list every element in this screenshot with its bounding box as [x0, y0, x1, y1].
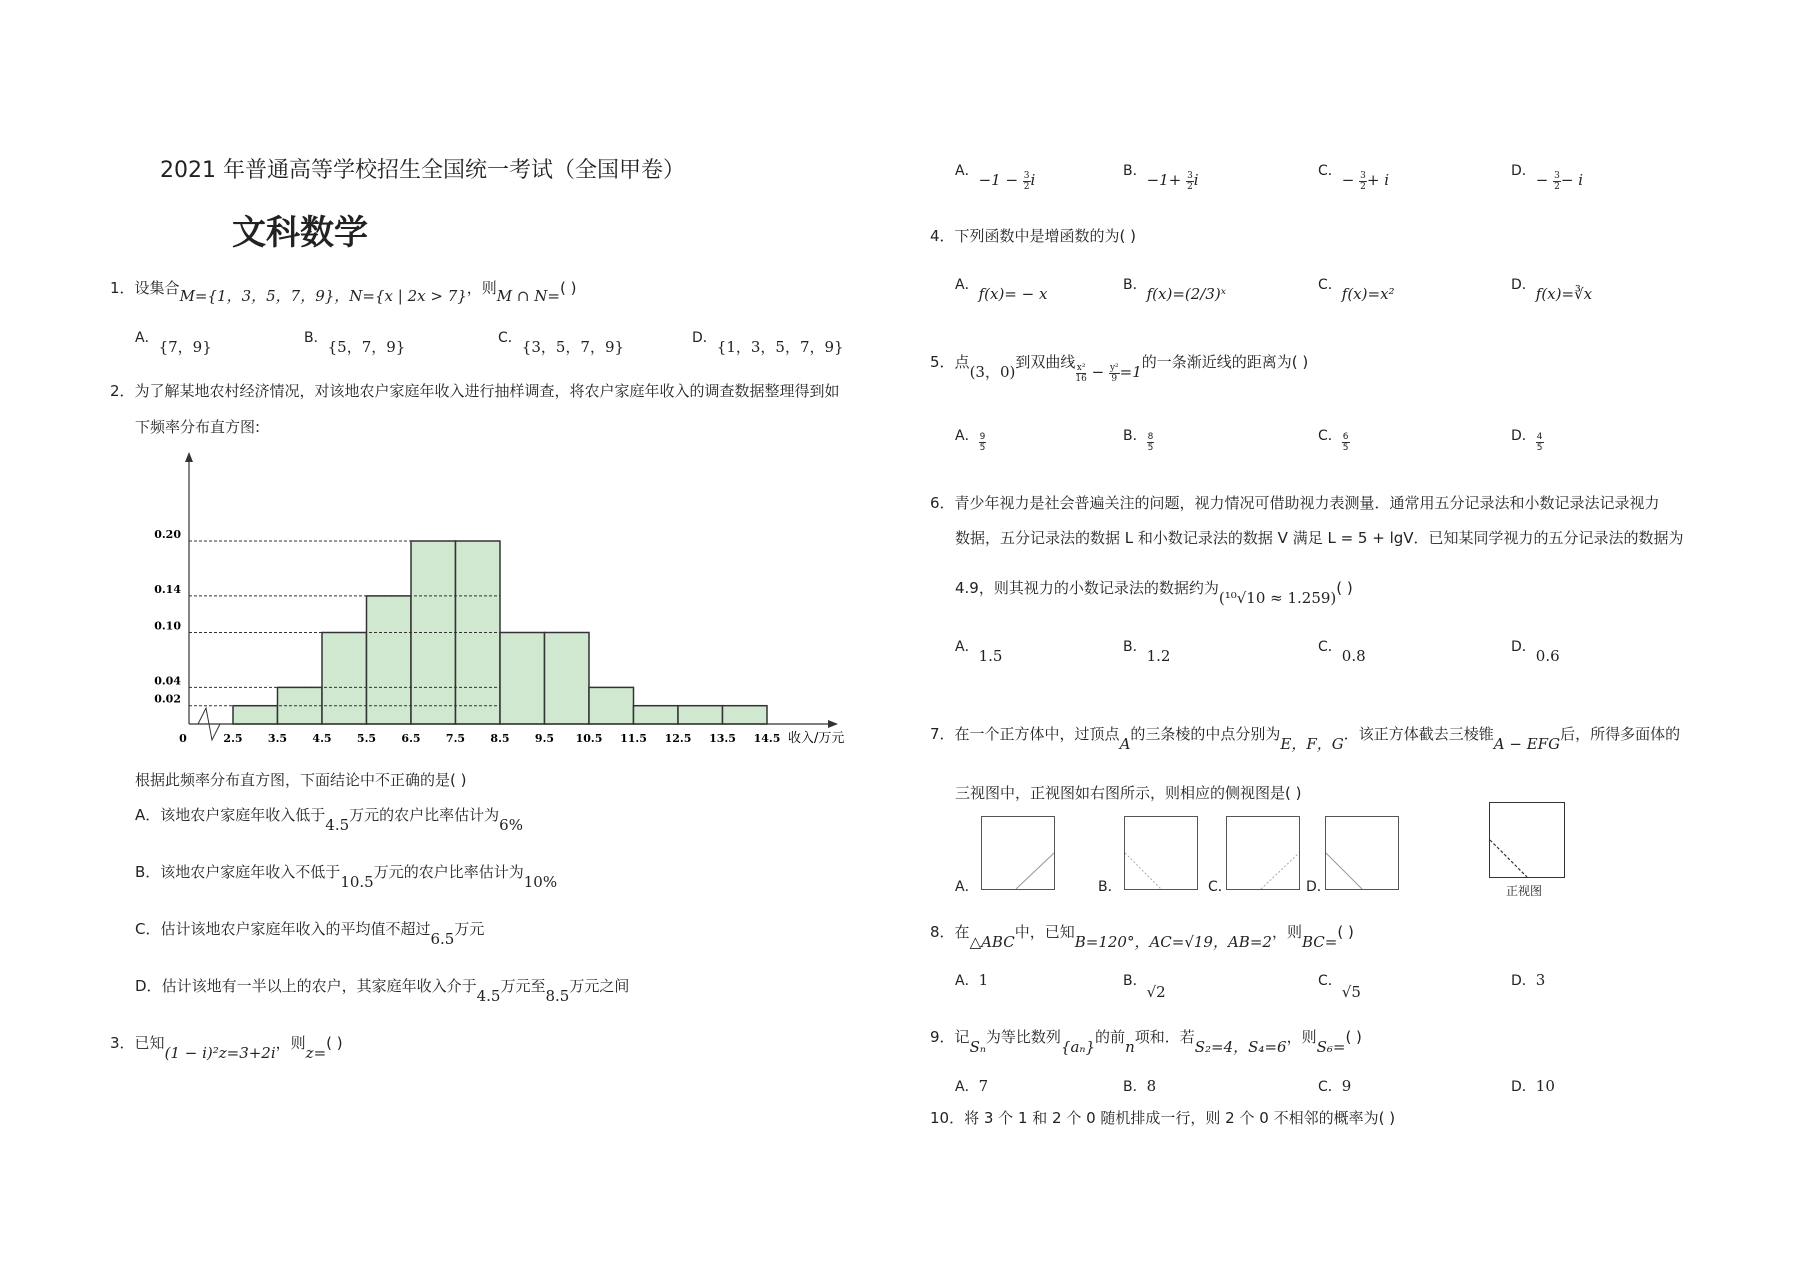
histogram-bar	[500, 633, 545, 725]
q2-option-b[interactable]: B．该地农户家庭年收入不低于10.5万元的农户比率估计为10%	[135, 863, 558, 891]
histogram-bar	[233, 706, 278, 724]
q7-label-b[interactable]: B．	[1098, 879, 1122, 895]
x-tick-label: 12.5	[664, 732, 692, 745]
histogram-bar	[678, 706, 723, 724]
q2-option-d[interactable]: D．估计该地有一半以上的农户，其家庭年收入介于4.5万元至8.5万元之间	[135, 977, 630, 1005]
q1-option-c[interactable]: C．{3，5，7，9}	[498, 330, 625, 356]
x-tick-label: 4.5	[312, 732, 332, 745]
y-tick-label: 0.02	[154, 692, 181, 706]
x-tick-label: 14.5	[753, 732, 781, 745]
x-axis-arrow	[828, 720, 838, 728]
q5-option-d[interactable]: D． $\frac{4}{5}$	[1511, 428, 1543, 453]
view-diagram-d	[1326, 817, 1398, 889]
x-axis-label: 收入/万元	[788, 731, 845, 746]
q9-option-c[interactable]: C．9	[1318, 1077, 1352, 1095]
q9-option-a[interactable]: A．7	[955, 1077, 989, 1095]
subject-title: 文科数学	[232, 213, 368, 253]
question-5: 5．点(3，0)到双曲线 $\frac{\text{x²}}{16}$ − $\frac{\text{y²}}{9}$ =1的一条渐近线的距离为( )	[930, 353, 1309, 384]
x-tick-label: 13.5	[709, 732, 736, 745]
question-6-line2: 数据，五分记录法的数据 L 和小数记录法的数据 V 满足 L = 5 + lgV．已知某同学视力的五分记录法的数据为	[955, 529, 1684, 547]
histogram-bar	[367, 596, 412, 724]
q7-option-c-view[interactable]	[1226, 816, 1300, 890]
x-tick-label: 2.5	[223, 732, 243, 745]
histogram-bar	[545, 633, 590, 725]
histogram-bar	[456, 541, 501, 724]
x-tick-label: 9.5	[534, 732, 555, 745]
q6-option-d[interactable]: D．0.6	[1511, 639, 1560, 665]
q4-option-a[interactable]: A．f(x)= − x	[955, 277, 1048, 303]
q1-option-d[interactable]: D．{1，3，5，7，9}	[692, 330, 844, 356]
x-tick-label: 6.5	[401, 732, 421, 745]
q2-option-a[interactable]: A．该地农户家庭年收入低于4.5万元的农户比率估计为6%	[135, 806, 523, 834]
question-9: 9．记Sₙ为等比数列{aₙ}的前n项和．若S₂=4，S₄=6，则S₆=( )	[930, 1028, 1362, 1056]
question-2: 2．为了解某地农村经济情况，对该地农户家庭年收入进行抽样调查，将农户家庭年收入的调查数据整理得到如	[110, 382, 840, 400]
q7-label-a[interactable]: A．	[955, 879, 979, 895]
q5-option-b[interactable]: B． $\frac{8}{5}$	[1123, 428, 1154, 453]
q7-option-b-view[interactable]	[1124, 816, 1198, 890]
q7-front-view	[1489, 802, 1565, 878]
q6-option-c[interactable]: C．0.8	[1318, 639, 1366, 665]
q4-option-b[interactable]: B．f(x)=(2/3)ˣ	[1123, 277, 1227, 303]
q9-option-b[interactable]: B．8	[1123, 1077, 1157, 1095]
q7-label-d[interactable]: D．	[1306, 879, 1331, 895]
q5-option-c[interactable]: C． $\frac{6}{5}$	[1318, 428, 1349, 453]
view-diagram-b	[1125, 817, 1197, 889]
question-8: 8．在△ABC中，已知B=120°，AC=√19，AB=2，则BC=( )	[930, 923, 1354, 951]
y-tick-label: 0.10	[154, 619, 181, 633]
q1-option-b[interactable]: B．{5，7，9}	[304, 330, 406, 356]
histogram-bar	[411, 541, 456, 724]
q4-option-c[interactable]: C．f(x)=x²	[1318, 277, 1395, 303]
frequency-histogram	[140, 450, 880, 750]
origin-label: 0	[179, 732, 187, 745]
question-2-line2: 下频率分布直方图:	[135, 418, 261, 436]
q8-option-a[interactable]: A．1	[955, 971, 989, 989]
x-tick-label: 5.5	[356, 732, 377, 745]
x-tick-label: 8.5	[490, 732, 510, 745]
q7-label-c[interactable]: C．	[1208, 879, 1232, 895]
question-10: 10．将 3 个 1 和 2 个 0 随机排成一行，则 2 个 0 不相邻的概率为( )	[930, 1109, 1396, 1127]
histogram-bar	[589, 687, 634, 724]
question-3: 3．已知(1 − i)²z=3+2i，则z=( )	[110, 1034, 343, 1062]
q1-option-a[interactable]: A．{7，9}	[135, 330, 212, 356]
q6-option-a[interactable]: A．1.5	[955, 639, 1003, 665]
view-diagram-a	[982, 817, 1054, 889]
q6-option-b[interactable]: B．1.2	[1123, 639, 1171, 665]
question-2-prompt: 根据此频率分布直方图，下面结论中不正确的是( )	[135, 771, 467, 789]
front-view-diagram	[1490, 803, 1564, 877]
q8-option-b[interactable]: B．√2	[1123, 973, 1166, 1001]
q5-option-a[interactable]: A． $\frac{9}{5}$	[955, 428, 986, 453]
q8-option-d[interactable]: D．3	[1511, 971, 1546, 989]
q8-option-c[interactable]: C．√5	[1318, 973, 1361, 1001]
x-tick-label: 10.5	[575, 732, 603, 745]
question-6: 6．青少年视力是社会普遍关注的问题，视力情况可借助视力表测量．通常用五分记录法和小数记录法记录视力	[930, 494, 1660, 512]
exam-title: 2021 年普通高等学校招生全国统一考试（全国甲卷）	[160, 158, 685, 183]
histogram-bar	[723, 706, 768, 724]
question-6-line3: 4.9，则其视力的小数记录法的数据约为(¹⁰√10 ≈ 1.259)( )	[955, 579, 1353, 607]
y-tick-label: 0.20	[154, 528, 181, 541]
question-1: 1．设集合M={1，3，5，7，9}，N={x | 2x > 7}，则M ∩ N=( )	[110, 279, 577, 305]
histogram-bar	[634, 706, 679, 724]
question-7-line2: 三视图中，正视图如右图所示，则相应的侧视图是( )	[955, 784, 1302, 802]
question-4: 4．下列函数中是增函数的为( )	[930, 227, 1137, 245]
q7-option-d-view[interactable]	[1325, 816, 1399, 890]
y-tick-label: 0.04	[154, 674, 181, 688]
view-diagram-c	[1227, 817, 1299, 889]
q7-option-a-view[interactable]	[981, 816, 1055, 890]
front-view-caption: 正视图	[1506, 884, 1543, 898]
y-axis-arrow	[185, 452, 193, 462]
x-tick-label: 7.5	[445, 732, 466, 745]
q3-option-b[interactable]: B．−1+ $\frac{3}{2}$ i	[1123, 163, 1199, 192]
x-tick-label: 11.5	[620, 732, 647, 745]
x-tick-label: 3.5	[267, 732, 288, 745]
q3-option-d[interactable]: D．− $\frac{3}{2}$ − i	[1511, 163, 1583, 192]
q3-option-a[interactable]: A．−1 − $\frac{3}{2}$ i	[955, 163, 1036, 192]
q2-option-c[interactable]: C．估计该地农户家庭年收入的平均值不超过6.5万元	[135, 920, 485, 948]
question-7: 7．在一个正方体中，过顶点A的三条棱的中点分别为E，F，G．该正方体截去三棱锥A − EFG后，所得多面体的	[930, 725, 1681, 753]
q9-option-d[interactable]: D．10	[1511, 1077, 1555, 1095]
q4-option-d[interactable]: D．f(x)=∛x	[1511, 277, 1593, 303]
y-tick-label: 0.14	[154, 582, 181, 596]
q3-option-c[interactable]: C．− $\frac{3}{2}$ + i	[1318, 163, 1389, 192]
histogram-bar	[322, 633, 367, 725]
